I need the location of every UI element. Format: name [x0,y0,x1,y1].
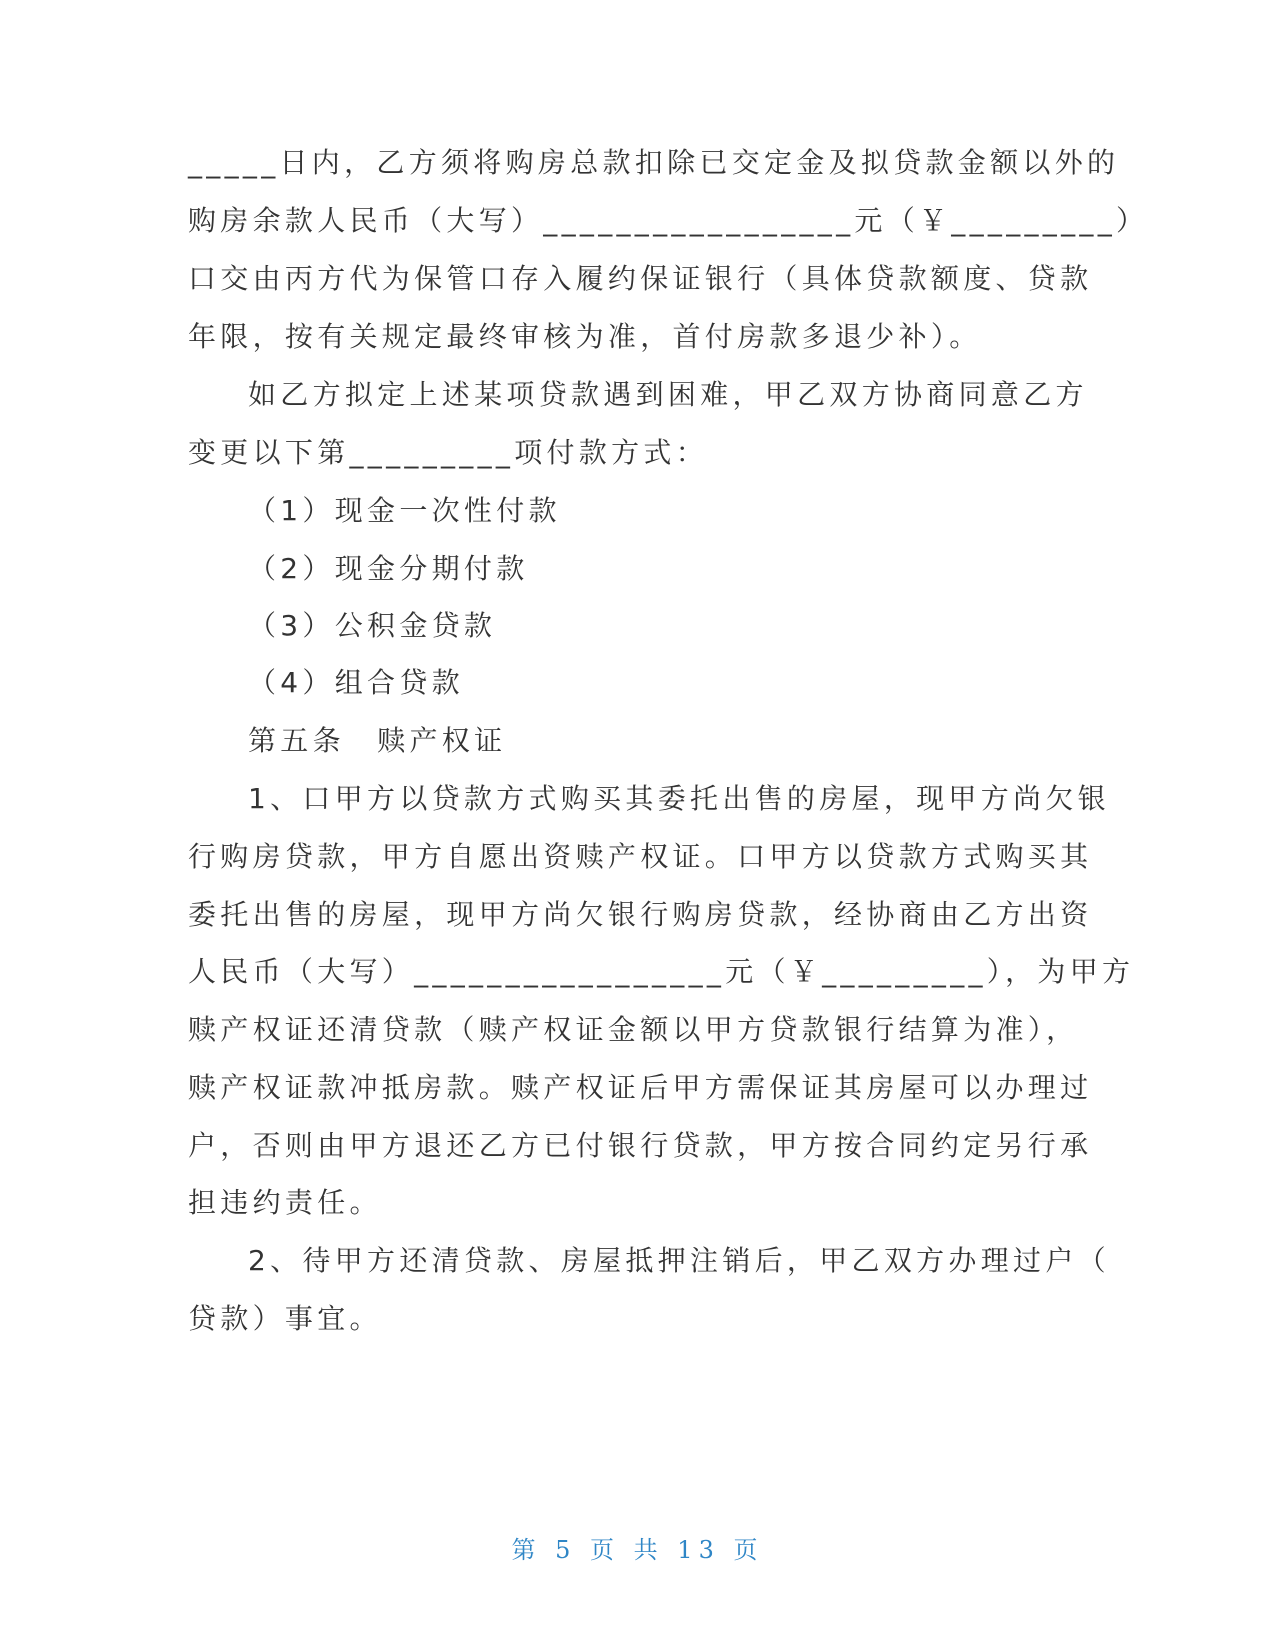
paragraph-line: 购房余款人民币（大写）_________________元（￥_________） [188,204,1149,237]
paragraph-line: 口交由丙方代为保管口存入履约保证银行（具体贷款额度、贷款 [188,262,1093,295]
paragraph-line: 年限，按有关规定最终审核为准，首付房款多退少补）。 [188,320,982,353]
paragraph-line: 行购房贷款，甲方自愿出资赎产权证。口甲方以贷款方式购买其 [188,840,1093,873]
list-item: （2）现金分期付款 [248,552,529,585]
paragraph-line: 赎产权证款冲抵房款。赎产权证后甲方需保证其房屋可以办理过 [188,1071,1093,1104]
paragraph-line: 户，否则由甲方退还乙方已付银行贷款，甲方按合同约定另行承 [188,1129,1093,1162]
paragraph-line: 贷款）事宜。 [188,1302,382,1335]
list-item: （4）组合贷款 [248,666,464,699]
list-item: （1）现金一次性付款 [248,494,561,527]
list-item: （3）公积金贷款 [248,609,497,642]
page-number: 第 5 页 共 13 页 [511,1536,764,1564]
paragraph-line: 如乙方拟定上述某项贷款遇到困难，甲乙双方协商同意乙方 [248,378,1088,411]
paragraph-line: 2、待甲方还清贷款、房屋抵押注销后，甲乙双方办理过户（ [248,1244,1110,1277]
paragraph-line: _____日内，乙方须将购房总款扣除已交定金及拟贷款金额以外的 [188,146,1120,179]
paragraph-line: 担违约责任。 [188,1186,382,1219]
paragraph-line: 人民币（大写）_________________元（￥_________），为甲方 [188,955,1135,988]
paragraph-line: 委托出售的房屋，现甲方尚欠银行购房贷款，经协商由乙方出资 [188,898,1093,931]
paragraph-line: 1、口甲方以贷款方式购买其委托出售的房屋，现甲方尚欠银 [248,782,1110,815]
paragraph-line: 变更以下第_________项付款方式： [188,436,709,469]
paragraph-line: 赎产权证还清贷款（赎产权证金额以甲方贷款银行结算为准）， [188,1013,1079,1046]
section-heading: 第五条 赎产权证 [248,724,507,757]
